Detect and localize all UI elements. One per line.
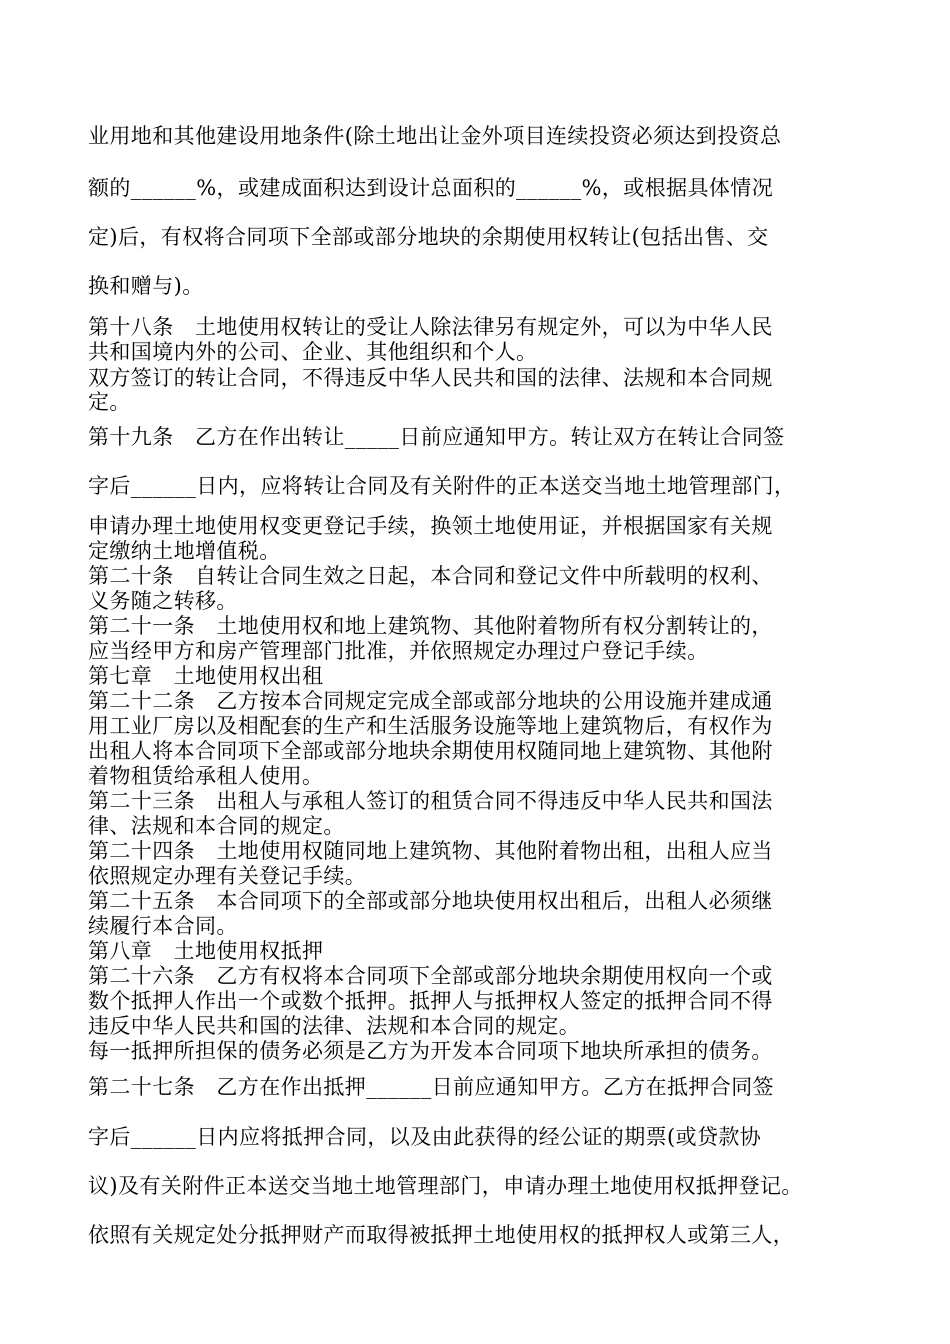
text-line: 申请办理土地使用权变更登记手续，换领土地使用证，并根据国家有关规 — [88, 514, 773, 538]
text-line: 律、法规和本合同的规定。 — [88, 814, 345, 838]
text-line: 第二十四条 土地使用权随同地上建筑物、其他附着物出租，出租人应当 — [88, 839, 773, 863]
text-line: 着物租赁给承租人使用。 — [88, 764, 324, 788]
text-line: 第二十条 自转让合同生效之日起，本合同和登记文件中所载明的权利、 — [88, 564, 773, 588]
chapter-heading: 第八章 土地使用权抵押 — [88, 939, 324, 963]
text-line: 用工业厂房以及相配套的生产和生活服务设施等地上建筑物后，有权作为 — [88, 714, 773, 738]
text-line: 定)后，有权将合同项下全部或部分地块的余期使用权转让(包括出售、交 — [88, 225, 769, 249]
text-line: 第二十六条 乙方有权将本合同项下全部或部分地块余期使用权向一个或 — [88, 964, 773, 988]
text-line: 应当经甲方和房产管理部门批准，并依照规定办理过户登记手续。 — [88, 639, 709, 663]
text-line: 额的______%，或建成面积达到设计总面积的______%，或根据具体情况 — [88, 176, 774, 200]
text-line: 字后______日内应将抵押合同，以及由此获得的经公证的期票(或贷款协 — [88, 1125, 762, 1149]
text-line: 第二十五条 本合同项下的全部或部分地块使用权出租后，出租人必须继 — [88, 889, 773, 913]
text-line: 第二十一条 土地使用权和地上建筑物、其他附着物所有权分割转让的， — [88, 614, 773, 638]
text-line: 定缴纳土地增值税。 — [88, 539, 281, 563]
text-line: 续履行本合同。 — [88, 914, 238, 938]
text-line: 数个抵押人作出一个或数个抵押。抵押人与抵押权人签定的抵押合同不得 — [88, 989, 773, 1013]
text-line: 第十八条 土地使用权转让的受让人除法律另有规定外，可以为中华人民 — [88, 315, 773, 339]
text-line: 换和赠与)。 — [88, 274, 204, 298]
text-line: 第十九条 乙方在作出转让_____日前应通知甲方。转让双方在转让合同签 — [88, 425, 785, 449]
text-line: 依照有关规定处分抵押财产而取得被抵押土地使用权的抵押权人或第三人， — [88, 1223, 795, 1247]
text-line: 共和国境内外的公司、企业、其他组织和个人。 — [88, 340, 538, 364]
text-line: 字后______日内，应将转让合同及有关附件的正本送交当地土地管理部门， — [88, 474, 796, 498]
text-line: 每一抵押所担保的债务必须是乙方为开发本合同项下地块所承担的债务。 — [88, 1039, 773, 1063]
chapter-heading: 第七章 土地使用权出租 — [88, 664, 324, 688]
text-line: 出租人将本合同项下全部或部分地块余期使用权随同地上建筑物、其他附 — [88, 739, 773, 763]
text-line: 违反中华人民共和国的法律、法规和本合同的规定。 — [88, 1014, 581, 1038]
text-line: 业用地和其他建设用地条件(除土地出让金外项目连续投资必须达到投资总 — [88, 124, 782, 148]
text-line: 议)及有关附件正本送交当地土地管理部门，申请办理土地使用权抵押登记。 — [88, 1174, 803, 1198]
text-line: 双方签订的转让合同，不得违反中华人民共和国的法律、法规和本合同规 — [88, 366, 773, 390]
text-line: 依照规定办理有关登记手续。 — [88, 864, 367, 888]
text-line: 第二十三条 出租人与承租人签订的租赁合同不得违反中华人民共和国法 — [88, 789, 773, 813]
text-line: 第二十七条 乙方在作出抵押______日前应通知甲方。乙方在抵押合同签 — [88, 1075, 774, 1099]
text-line: 第二十二条 乙方按本合同规定完成全部或部分地块的公用设施并建成通 — [88, 689, 773, 713]
text-line: 义务随之转移。 — [88, 589, 238, 613]
text-line: 定。 — [88, 390, 131, 414]
